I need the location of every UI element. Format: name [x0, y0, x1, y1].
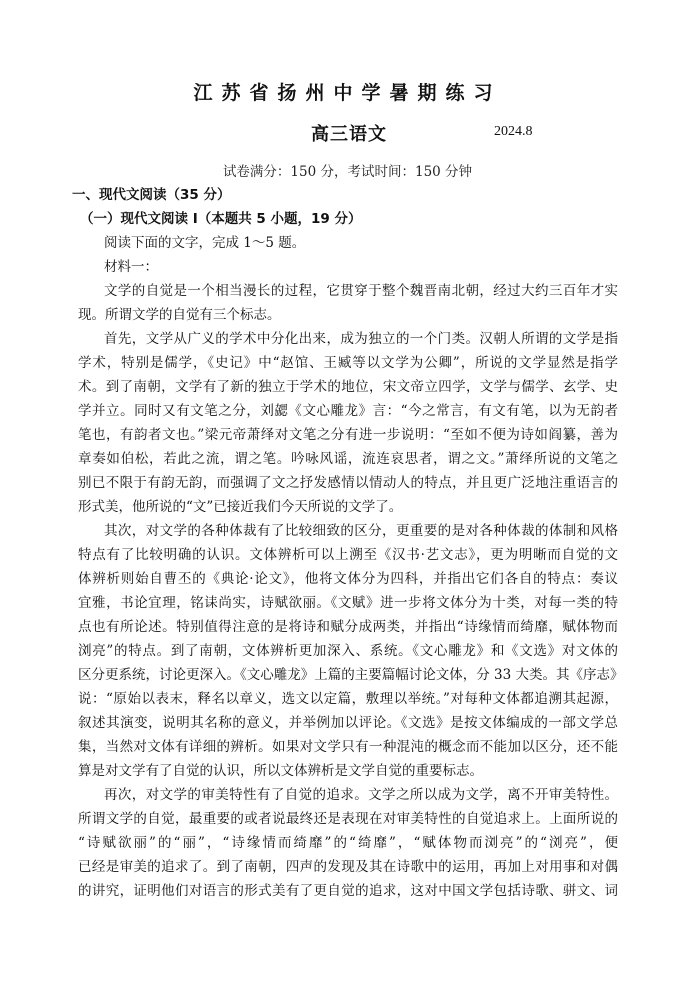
paragraph-line: 现。所谓文学的自觉有三个标志。: [78, 307, 281, 323]
paragraph-line: 别已不限于有韵无韵，而强调了文之抒发感情以情动人的特点，并且更广泛地注重语言的: [78, 475, 618, 491]
subject-title: 高三语文: [311, 124, 387, 145]
paragraph-line: 再次，对文学的审美特性有了自觉的追求。文学之所以成为文学，离不开审美特性。: [104, 787, 618, 803]
paragraph-line: 特点有了比较明确的认识。文体辨析可以上溯至《汉书·艺文志》，更为明晰而自觉的文: [78, 547, 618, 563]
paragraph-line: 浏亮”的特点。到了南朝，文体辨析更加深入、系统。《文心雕龙》和《文选》对文体的: [78, 643, 618, 659]
paragraph-line: 形式美，他所说的“文”已接近我们今天所说的文学了。: [78, 499, 403, 515]
paragraph-line: 点也有所论述。特别值得注意的是将诗和赋分成两类，并指出“诗缘情而绮靡，赋体物而: [78, 619, 618, 635]
paragraph-line: 集，当然对文体有详细的辨析。如果对文学只有一种混沌的概念而不能加以区分，还不能: [78, 739, 618, 755]
exam-date: 2024.8: [494, 124, 533, 139]
paragraph-line: 已经是审美的追求了。到了南朝，四声的发现及其在诗歌中的运用，再加上对用事和对偶: [78, 859, 618, 875]
subsection-heading: （一）现代文阅读 I（本题共 5 小题，19 分）: [80, 211, 362, 227]
paragraph-line: 术。到了南朝，文学有了新的独立于学术的地位，宋文帝立四学，文学与儒学、玄学、史: [78, 379, 618, 395]
paragraph-line: 学并立。同时又有文笔之分，刘勰《文心雕龙》言：“今之常言，有文有笔，以为无韵者: [78, 403, 618, 419]
paragraph-line: 其次，对文学的各种体裁有了比较细致的区分，更重要的是对各种体裁的体制和风格: [104, 523, 618, 539]
document-title: 江苏省扬州中学暑期练习: [193, 82, 502, 104]
instruction-line: 阅读下面的文字，完成 1～5 题。: [104, 235, 306, 251]
paragraph-line: 区分更系统，讨论更深入。《文心雕龙》上篇的主要篇幅讨论文体，分 33 大类。其《序志》: [78, 667, 624, 683]
paragraph-line: 算是对文学有了自觉的认识，所以文体辨析是文学自觉的重要标志。: [78, 763, 483, 779]
section-heading: 一、现代文阅读（35 分）: [72, 187, 231, 203]
paragraph-line: 叙述其演变，说明其名称的意义，并举例加以评论。《文选》是按文体编成的一部文学总: [78, 715, 618, 731]
paragraph-line: 章奏如伯松，若此之流，谓之笔。吟咏风谣，流连哀思者，谓之文。”萧绎所说的文笔之: [78, 451, 618, 467]
paragraph-line: 体辨析则始自曹丕的《典论·论文》，他将文体分为四科，并指出它们各自的特点：奏议: [78, 571, 618, 587]
paragraph-line: 学术，特别是儒学，《史记》中“赵馆、王臧等以文学为公卿”，所说的文学显然是指学: [78, 355, 618, 371]
paragraph-line: 首先，文学从广义的学术中分化出来，成为独立的一个门类。汉朝人所谓的文学是指: [104, 331, 618, 347]
paragraph-line: 所谓文学的自觉，最重要的或者说最终还是表现在对审美特性的自觉追求上。上面所说的: [78, 811, 618, 827]
paragraph-line: 的讲究，证明他们对语言的形式美有了更自觉的追求，这对中国文学包括诗歌、骈文、词: [78, 883, 618, 899]
paragraph-line: “诗赋欲丽”的“丽”，“诗缘情而绮靡”的“绮靡”，“赋体物而浏亮”的“浏亮”，便: [78, 835, 618, 851]
material-label: 材料一：: [104, 259, 158, 275]
exam-info: 试卷满分：150 分，考试时间：150 分钟: [222, 164, 473, 180]
paragraph-line: 文学的自觉是一个相当漫长的过程，它贯穿于整个魏晋南北朝，经过大约三百年才实: [104, 283, 618, 299]
paragraph-line: 笔也，有韵者文也。”梁元帝萧绎对文笔之分有进一步说明：“至如不便为诗如阎纂，善为: [78, 427, 618, 443]
paragraph-line: 说：“原始以表末，释名以章义，选文以定篇，敷理以举统。”对每种文体都追溯其起源，: [78, 691, 618, 707]
paragraph-line: 宜雅，书论宜理，铭诔尚实，诗赋欲丽。《文赋》进一步将文体分为十类，对每一类的特: [78, 595, 618, 611]
